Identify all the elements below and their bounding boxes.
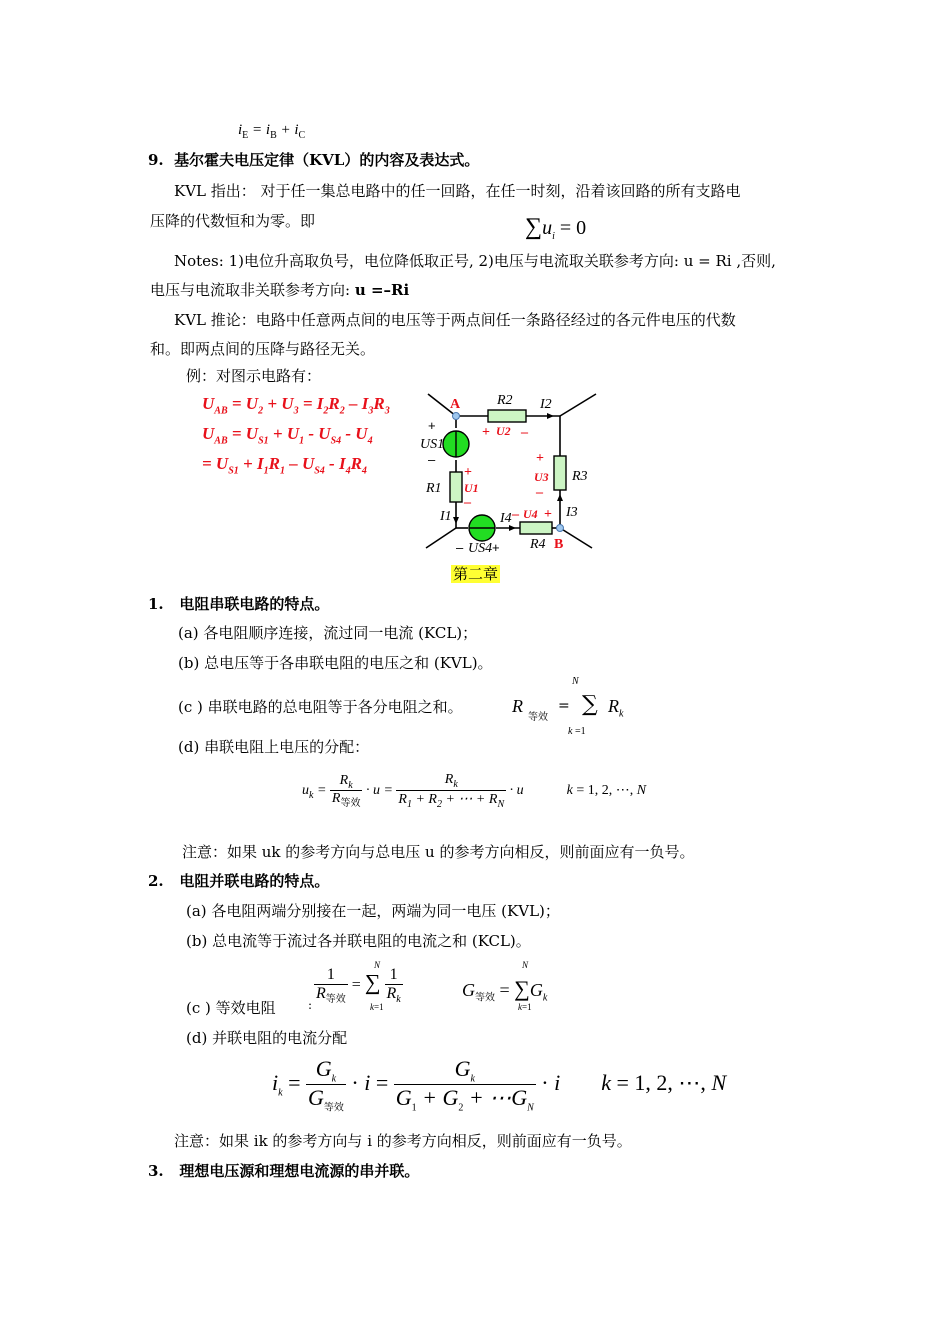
red-eq-2: $U_{AB} = U_{S1} + U_1 - U_{S4} - U_4$	[202, 424, 373, 447]
section-9-heading: 9. 基尔霍夫电压定律（KVL）的内容及表达式。	[148, 151, 480, 169]
sign-us1-plus: +	[428, 418, 436, 433]
series-d: (d) 串联电阻上电压的分配：	[178, 738, 370, 756]
label-R4: R4	[530, 537, 546, 552]
notes-line-1: Notes: 1)电位升高取负号，电位降低取正号, 2)电压与电流取关联参考方向: u = Ri ,否则,	[174, 252, 776, 270]
resistor-R2	[488, 410, 526, 422]
parallel-a: (a) 各电阻两端分别接在一起，两端为同一电压 (KVL)；	[186, 902, 560, 920]
label-R1: R1	[426, 481, 442, 496]
section-2-heading: 2. 电阻并联电路的特点。	[148, 872, 330, 890]
label-B: B	[554, 537, 564, 552]
parallel-c: (c ) 等效电阻	[186, 999, 276, 1017]
series-resistance-formula: N R 等效 = ∑ $R_k$ k =1	[512, 676, 624, 737]
kvl-para-2: 压降的代数恒和为零。即	[150, 212, 316, 230]
sign-u2-minus: –	[521, 425, 528, 440]
sign-u4-plus: +	[544, 507, 552, 522]
parallel-resistance-formula: : $\frac{1}{R_{等效}}$ = ∑ $\frac{1}{R_k}$ N k=1 $G_{等效} = \sum G_k$ N k=1	[308, 960, 548, 1012]
series-b: (b) 总电压等于各串联电阻的电压之和 (KVL)。	[178, 654, 493, 672]
resistor-R3	[554, 456, 566, 490]
series-c: (c ) 串联电路的总电阻等于各分电阻之和。	[178, 698, 463, 716]
arrow-I3	[557, 494, 563, 501]
label-US4: US4	[468, 541, 493, 556]
resistor-R1	[450, 472, 462, 502]
arrow-I2	[547, 413, 554, 419]
label-U1: U1	[464, 481, 479, 495]
kvl-inference-2: 和。即两点间的压降与路径无关。	[150, 340, 376, 358]
sign-us4-minus: –	[456, 540, 464, 555]
sign-u1-plus: +	[464, 465, 472, 480]
label-I1: I1	[440, 509, 452, 524]
parallel-b: (b) 总电流等于流过各并联电阻的电流之和 (KCL)。	[186, 932, 531, 950]
label-I4: I4	[500, 511, 512, 526]
arrow-I1	[453, 517, 459, 524]
node-B	[557, 525, 564, 532]
current-divider-formula: $i_k$ = $\frac{G_k}{G_{等效}}$ · i = $\frac{G_k}{G_1 + G_2 + \cdots G_N}$ · i k = 1, 2, ⋯, N	[272, 1056, 727, 1114]
notes-line-2: 电压与电流取非关联参考方向: u =–Ri	[150, 281, 410, 299]
sign-u2-plus: +	[482, 425, 490, 440]
parallel-d: (d) 并联电阻的电流分配	[186, 1029, 348, 1047]
chapter-label: 第二章	[453, 565, 499, 583]
kvl-inference-1: KVL 推论：电路中任意两点间的电压等于两点间任一条路径经过的各元件电压的代数	[174, 311, 736, 329]
section-3-heading: 3. 理想电压源和理想电流源的串并联。	[148, 1162, 420, 1180]
label-I3: I3	[566, 505, 578, 520]
label-R2: R2	[497, 393, 513, 408]
sign-us4-plus: +	[492, 540, 500, 555]
red-eq-3: = $U_{S1} + I_1R_1 - U_{S4} - I_4R_4$	[202, 454, 367, 477]
label-US1: US1	[420, 437, 445, 452]
series-note: 注意：如果 uk 的参考方向与总电压 u 的参考方向相反，则前面应有一负号。	[182, 843, 695, 861]
top-formula: $i_E = i_B + i_C$	[238, 122, 306, 141]
sign-u3-minus: –	[536, 485, 543, 500]
example-label: 例：对图示电路有：	[186, 367, 322, 385]
sign-u3-plus: +	[536, 451, 544, 466]
kvl-sum-formula: $\sum u_i = 0$	[525, 214, 587, 242]
resistor-R4	[520, 522, 552, 534]
red-eq-1: $U_{AB} = U_2 + U_3 = I_2R_2 - I_3R_3$	[202, 394, 390, 417]
section-1-heading: 1. 电阻串联电路的特点。	[148, 595, 330, 613]
node-A	[453, 413, 460, 420]
label-I2: I2	[540, 397, 552, 412]
sign-u1-minus: –	[464, 495, 471, 510]
kvl-para-1: KVL 指出： 对于任一集总电路中的任一回路，在任一时刻，沿着该回路的所有支路电	[174, 182, 741, 200]
label-U2: U2	[496, 424, 511, 438]
sign-us1-minus: –	[428, 452, 436, 467]
label-R3: R3	[572, 469, 588, 484]
label-U4: U4	[523, 507, 538, 521]
sign-u4-minus: –	[512, 507, 519, 522]
series-a: (a) 各电阻顺序连接，流过同一电流 (KCL)；	[178, 624, 478, 642]
label-A: A	[450, 397, 461, 412]
voltage-divider-formula: $u_k$ = $\frac{R_k}{R_{等效}}$ · u = $\frac{R_k}{R_1 + R_2 + \cdots + R_N}$ · u k = 1, 2, ⋯, N	[302, 772, 647, 810]
label-U3: U3	[534, 470, 549, 484]
parallel-note: 注意：如果 ik 的参考方向与 i 的参考方向相反，则前面应有一负号。	[174, 1132, 632, 1150]
kvl-circuit-diagram	[420, 388, 610, 560]
